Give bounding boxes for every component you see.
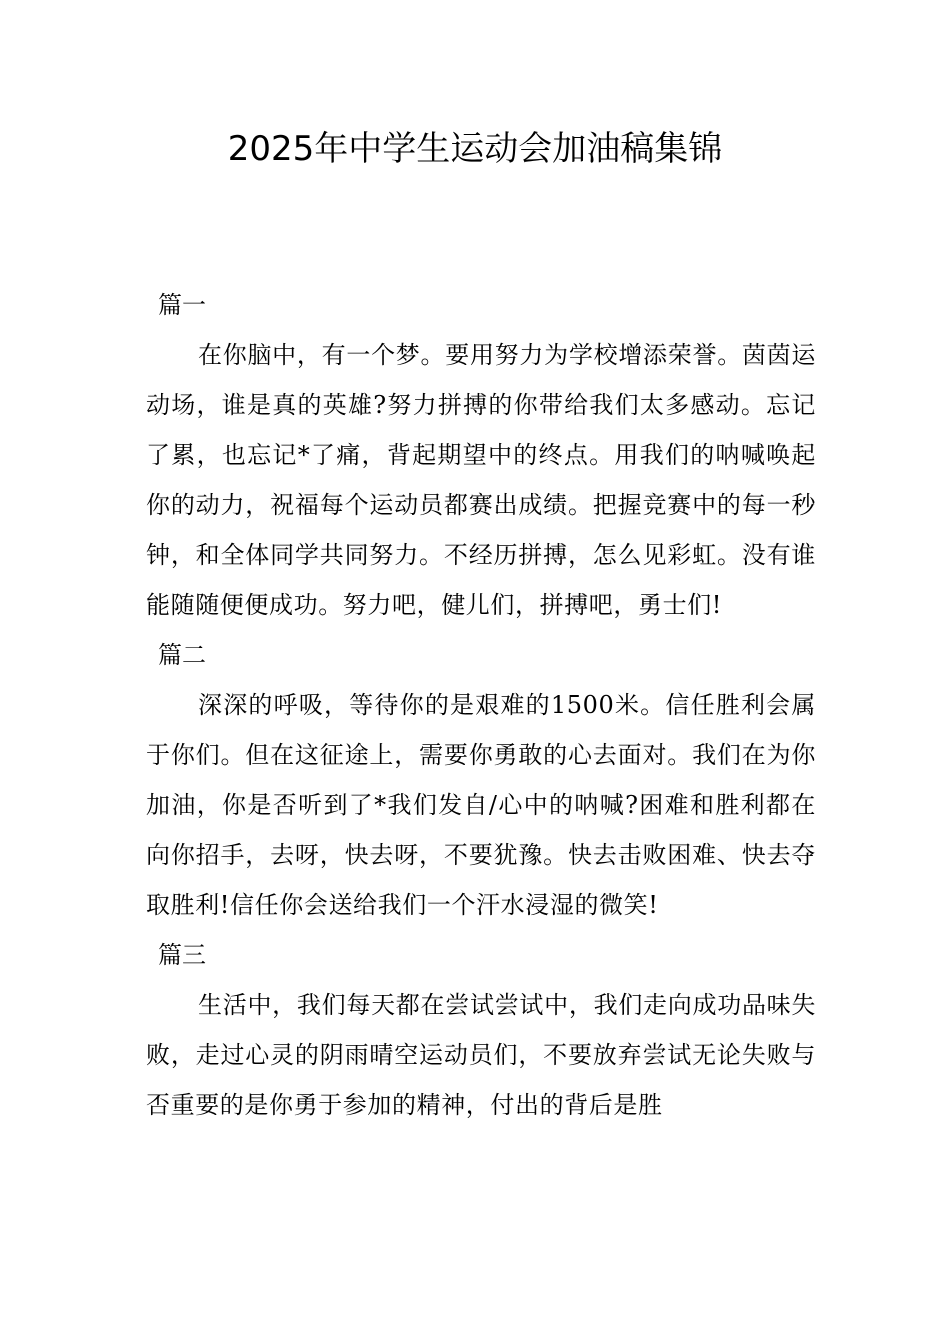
section-paragraph-1: 在你脑中，有一个梦。要用努力为学校增添荣誉。茵茵运动场，谁是真的英雄?努力拼搏的你带给我们太多感动。忘记了累，也忘记*了痛，背起期望中的终点。用我们的呐喊唤起你的动力，祝福每个运动员都赛出成绩。把握竞赛中的每一秒钟，和全体同学共同努力。不经历拼搏，怎么见彩虹。没有谁能随随便便成功。努力吧，健儿们，拼搏吧，勇士们! <box>146 341 816 619</box>
document-body <box>146 280 816 1130</box>
document-title: 2025年中学生运动会加油稿集锦 <box>227 129 723 169</box>
section-heading-2: 篇二 <box>158 641 206 669</box>
section-heading-3: 篇三 <box>158 941 206 969</box>
section-paragraph-2: 深深的呼吸，等待你的是艰难的1500米。信任胜利会属于你们。但在这征途上，需要你勇敢的心去面对。我们在为你加油，你是否听到了*我们发自/心中的呐喊?困难和胜利都在向你招手，去呀，快去呀，不要犹豫。快去击败困难、快去夺取胜利!信任你会送给我们一个汗水浸湿的微笑! <box>146 691 816 919</box>
section-paragraph-3: 生活中，我们每天都在尝试尝试中，我们走向成功品味失败，走过心灵的阴雨晴空运动员们，不要放弃尝试无论失败与否重要的是你勇于参加的精神，付出的背后是胜 <box>146 991 816 1119</box>
section-heading-1: 篇一 <box>158 291 206 319</box>
